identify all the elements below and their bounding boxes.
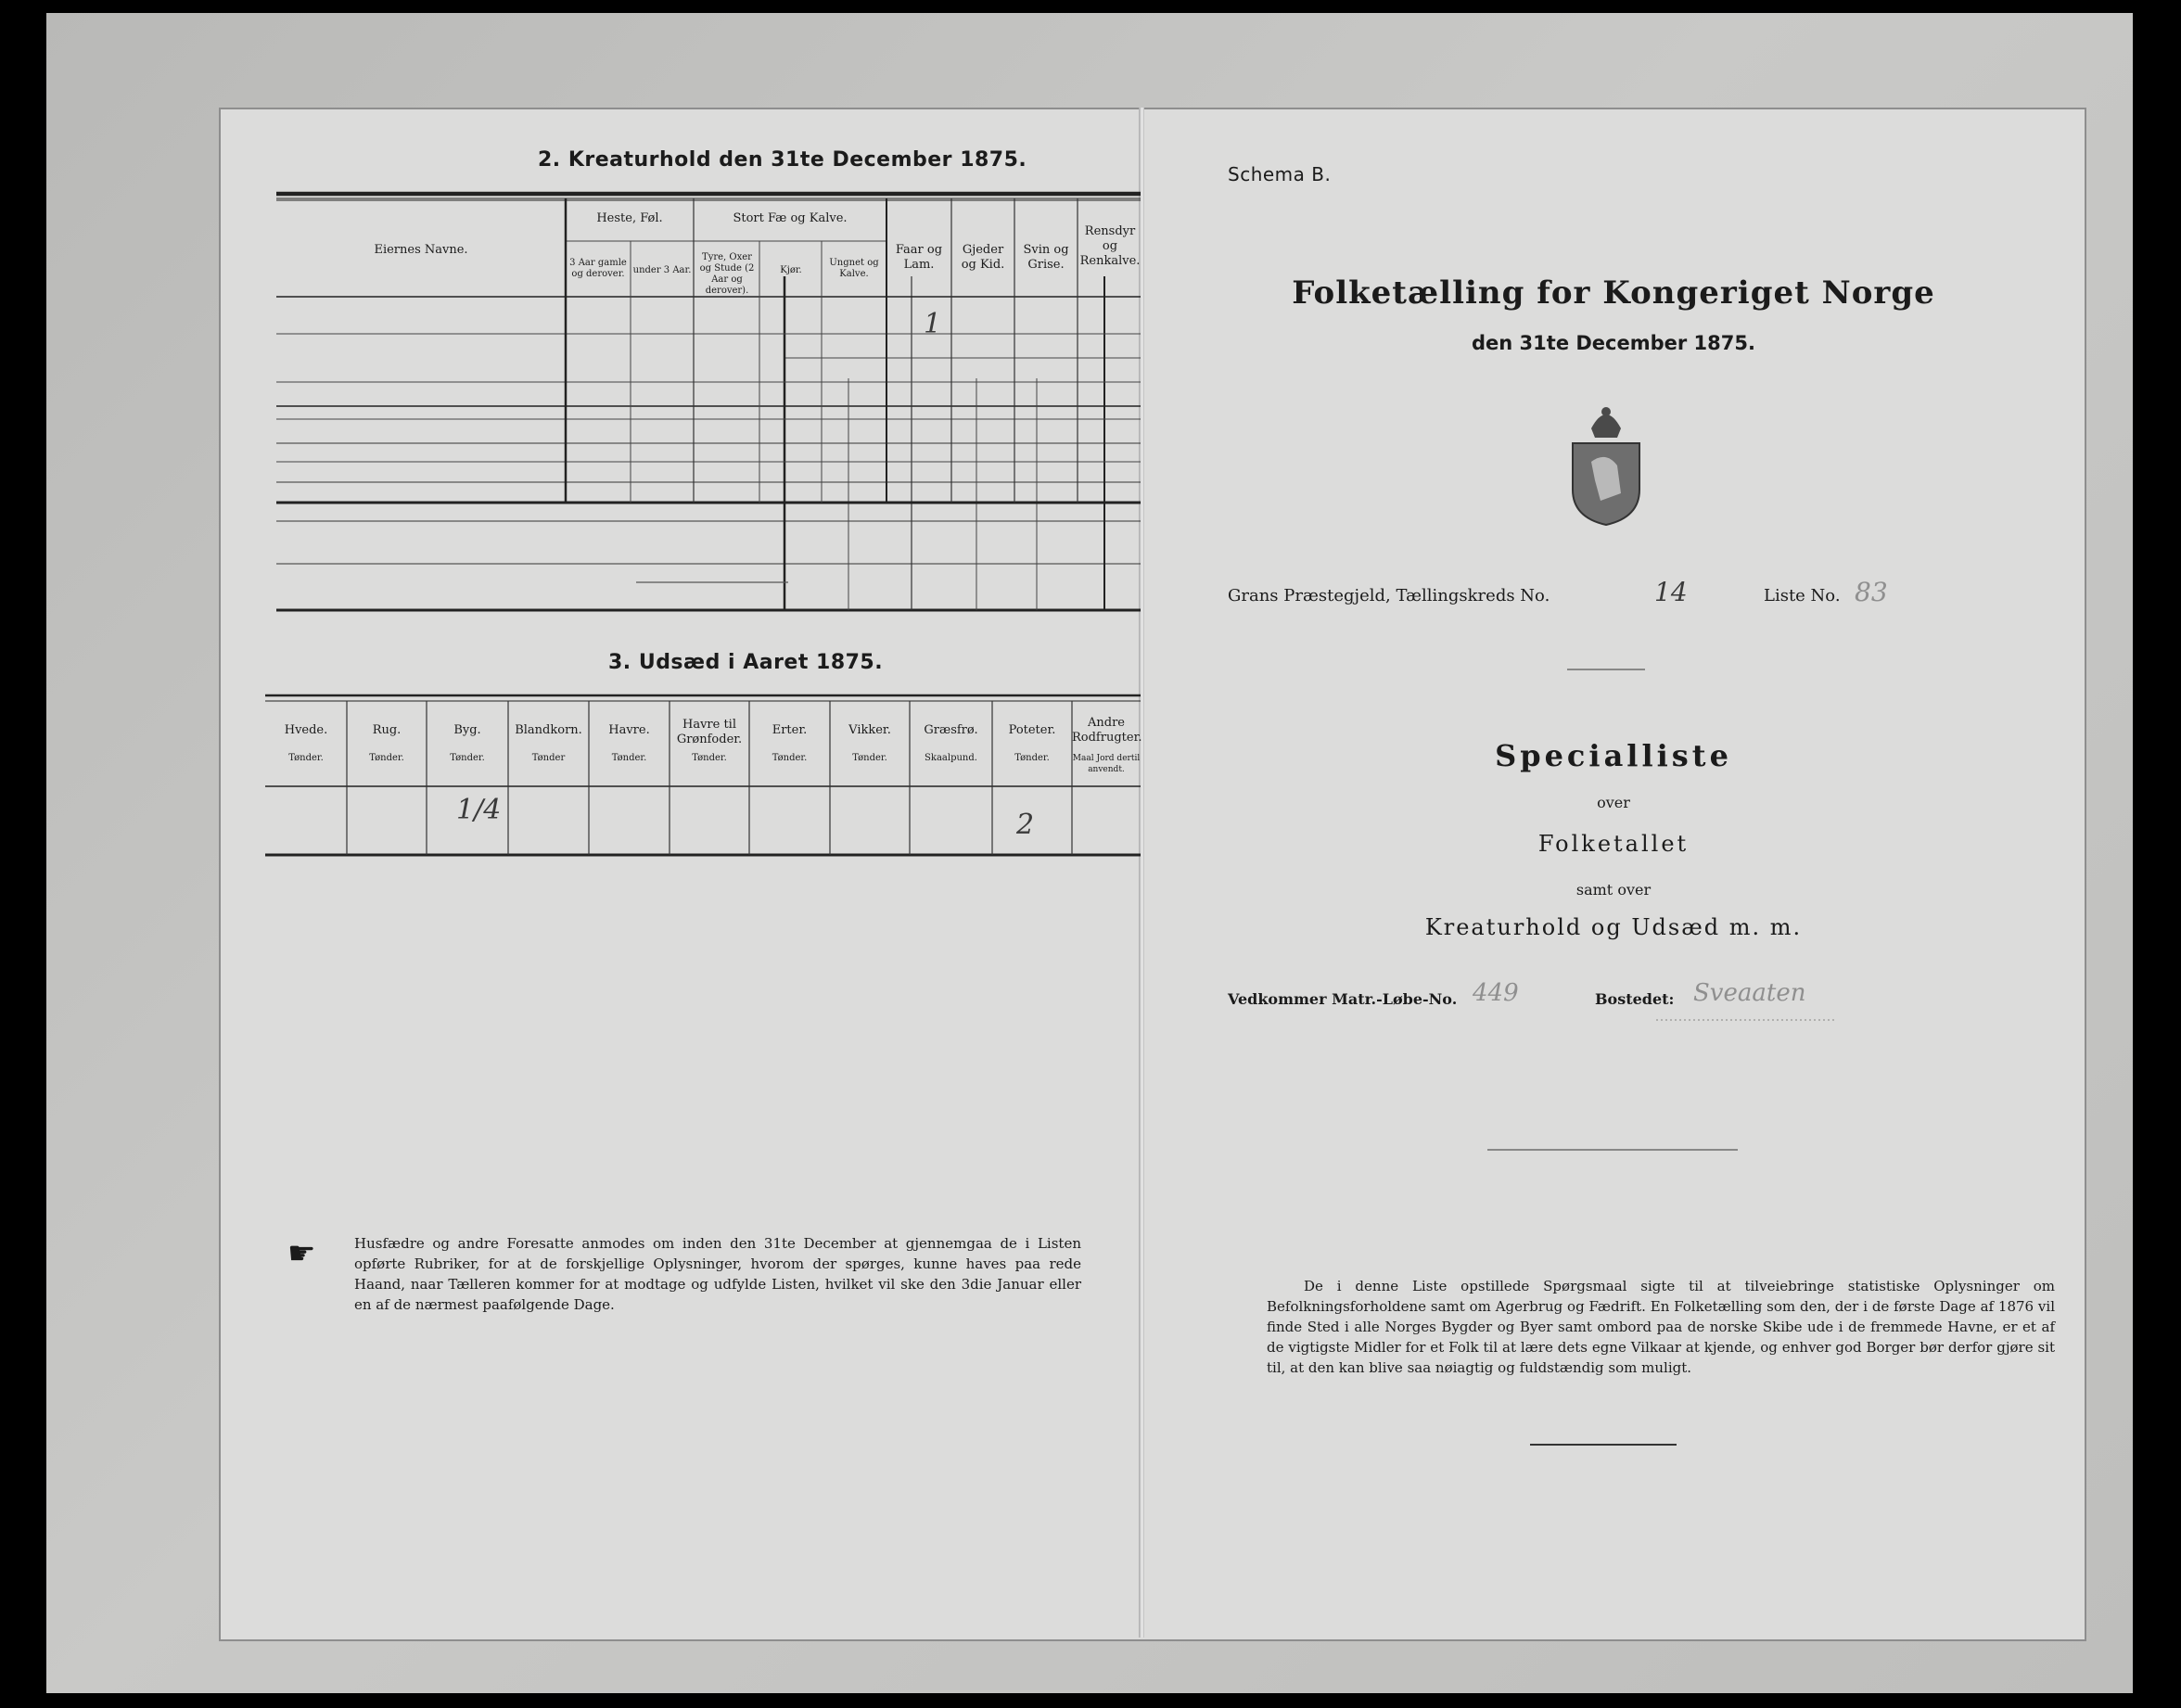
- col-potatoes: Poteter.: [1008, 723, 1056, 737]
- col-potatoes-unit: Tønder.: [1014, 753, 1050, 763]
- col-barley-unit: Tønder.: [450, 753, 485, 763]
- right-page: [1144, 108, 2083, 1638]
- col-rye: Rug.: [372, 723, 402, 737]
- col-green-oats: Havre til Grønfoder.: [676, 718, 743, 746]
- district-label: Grans Præstegjeld, Tællingskreds No.: [1228, 586, 1550, 605]
- col-calves: Ungnet og Kalve.: [829, 258, 879, 279]
- entry-potatoes: 2: [1016, 809, 1035, 841]
- section2-title: 2. Kreaturhold den 31te December 1875.: [538, 148, 1027, 172]
- col-grass-seed: Græsfrø.: [924, 723, 978, 737]
- col-oats: Havre.: [608, 723, 650, 737]
- notice-text: Husfædre og andre Foresatte anmodes om inden den 31te December at gjennemgaa de i Listen opførte Rubriker, for at de forskjellige Oplysninger, hvorom der spørges, kunne haves paa rede Haand, naar Tælleren kommer for at modtage og udfylde Listen, hvilket vil ske den 3die Januar eller en af de nærmest paafølgende Dage.: [354, 1235, 1081, 1313]
- col-peas: Erter.: [772, 723, 808, 737]
- entry-barley: 1/4: [456, 794, 502, 826]
- col-vetch: Vikker.: [848, 723, 891, 737]
- special-list-heading: Specialliste: [1495, 738, 1732, 773]
- also-over-label: samt over: [1575, 881, 1652, 899]
- col-mixed-grain-unit: Tønder: [531, 753, 566, 763]
- col-mixed-grain: Blandkorn.: [515, 723, 582, 737]
- list-label: Liste No.: [1764, 586, 1841, 605]
- sowing-header-row: [265, 716, 1142, 784]
- col-root-crops: Andre Rodfrugter.: [1072, 716, 1142, 745]
- population-heading: Folketallet: [1537, 831, 1690, 857]
- col-rye-unit: Tønder.: [369, 753, 404, 763]
- group-horses: Heste, Føl.: [596, 211, 663, 225]
- residence-value: Sveaaten: [1693, 979, 1806, 1007]
- matr-label: Vedkommer Matr.-Løbe-No.: [1228, 990, 1458, 1008]
- footnote-text: De i denne Liste opstillede Spørgsmaal sigte til at tilveiebringe statistiske Oplysninger om Befolkningsforholdene samt om Agerbrug og Fædrift. En Folketælling som den, der i de første Dage af 1876 vil finde Sted i alle Norges Bygder og Byer samt ombord paa de norske Skibe ude i de fremmede Havne, er et af de vigtigste Midler for et Folk til at lære dets egne Vilkaar at kjende, og enhver god Borger bør derfor gjøre sit til, at den kan blive saa nøiagtig og fuldstændig som muligt.: [1267, 1278, 2055, 1376]
- entry-sheep: 1: [924, 308, 942, 340]
- col-wheat: Hvede.: [284, 723, 328, 737]
- left-page: [219, 108, 1141, 1638]
- col-horses-under3: under 3 Aar.: [632, 265, 692, 275]
- census-date: den 31te December 1875.: [1472, 332, 1755, 354]
- col-bulls: Tyre, Oxer og Stude (2 Aar og derover).: [699, 252, 755, 296]
- pointing-hand-icon: ☛: [287, 1235, 316, 1272]
- col-peas-unit: Tønder.: [772, 753, 808, 763]
- col-oats-unit: Tønder.: [611, 753, 647, 763]
- col-sheep: Faar og Lam.: [895, 243, 943, 272]
- col-vetch-unit: Tønder.: [852, 753, 887, 763]
- col-reindeer: Rensdyr og Renkalve.: [1079, 224, 1141, 268]
- col-cows: Kjør.: [780, 265, 802, 275]
- matr-number: 449: [1473, 979, 1519, 1007]
- col-owner-names: Eiernes Navne.: [374, 243, 468, 257]
- col-green-oats-unit: Tønder.: [692, 753, 727, 763]
- residence-label: Bostedet:: [1595, 990, 1675, 1008]
- section3-title: 3. Udsæd i Aaret 1875.: [608, 651, 884, 674]
- col-pigs: Svin og Grise.: [1023, 243, 1069, 272]
- col-wheat-unit: Tønder.: [288, 753, 324, 763]
- group-cattle: Stort Fæ og Kalve.: [733, 211, 848, 225]
- right-page-rules: [1144, 108, 2083, 1638]
- main-title: Folketælling for Kongeriget Norge: [1292, 274, 1935, 312]
- list-number: 83: [1855, 577, 1888, 607]
- col-horses-3yr: 3 Aar gamle og derover.: [569, 258, 627, 279]
- col-barley: Byg.: [453, 723, 481, 737]
- schema-label: Schema B.: [1228, 163, 1332, 185]
- col-root-crops-unit: Maal Jord dertil anvendt.: [1072, 754, 1141, 774]
- col-grass-seed-unit: Skaalpund.: [925, 753, 977, 763]
- col-goats: Gjeder og Kid.: [961, 243, 1005, 272]
- over-label-1: over: [1597, 794, 1630, 811]
- livestock-subtitle: Kreaturhold og Udsæd m. m.: [1424, 914, 1803, 940]
- district-number: 14: [1654, 577, 1688, 607]
